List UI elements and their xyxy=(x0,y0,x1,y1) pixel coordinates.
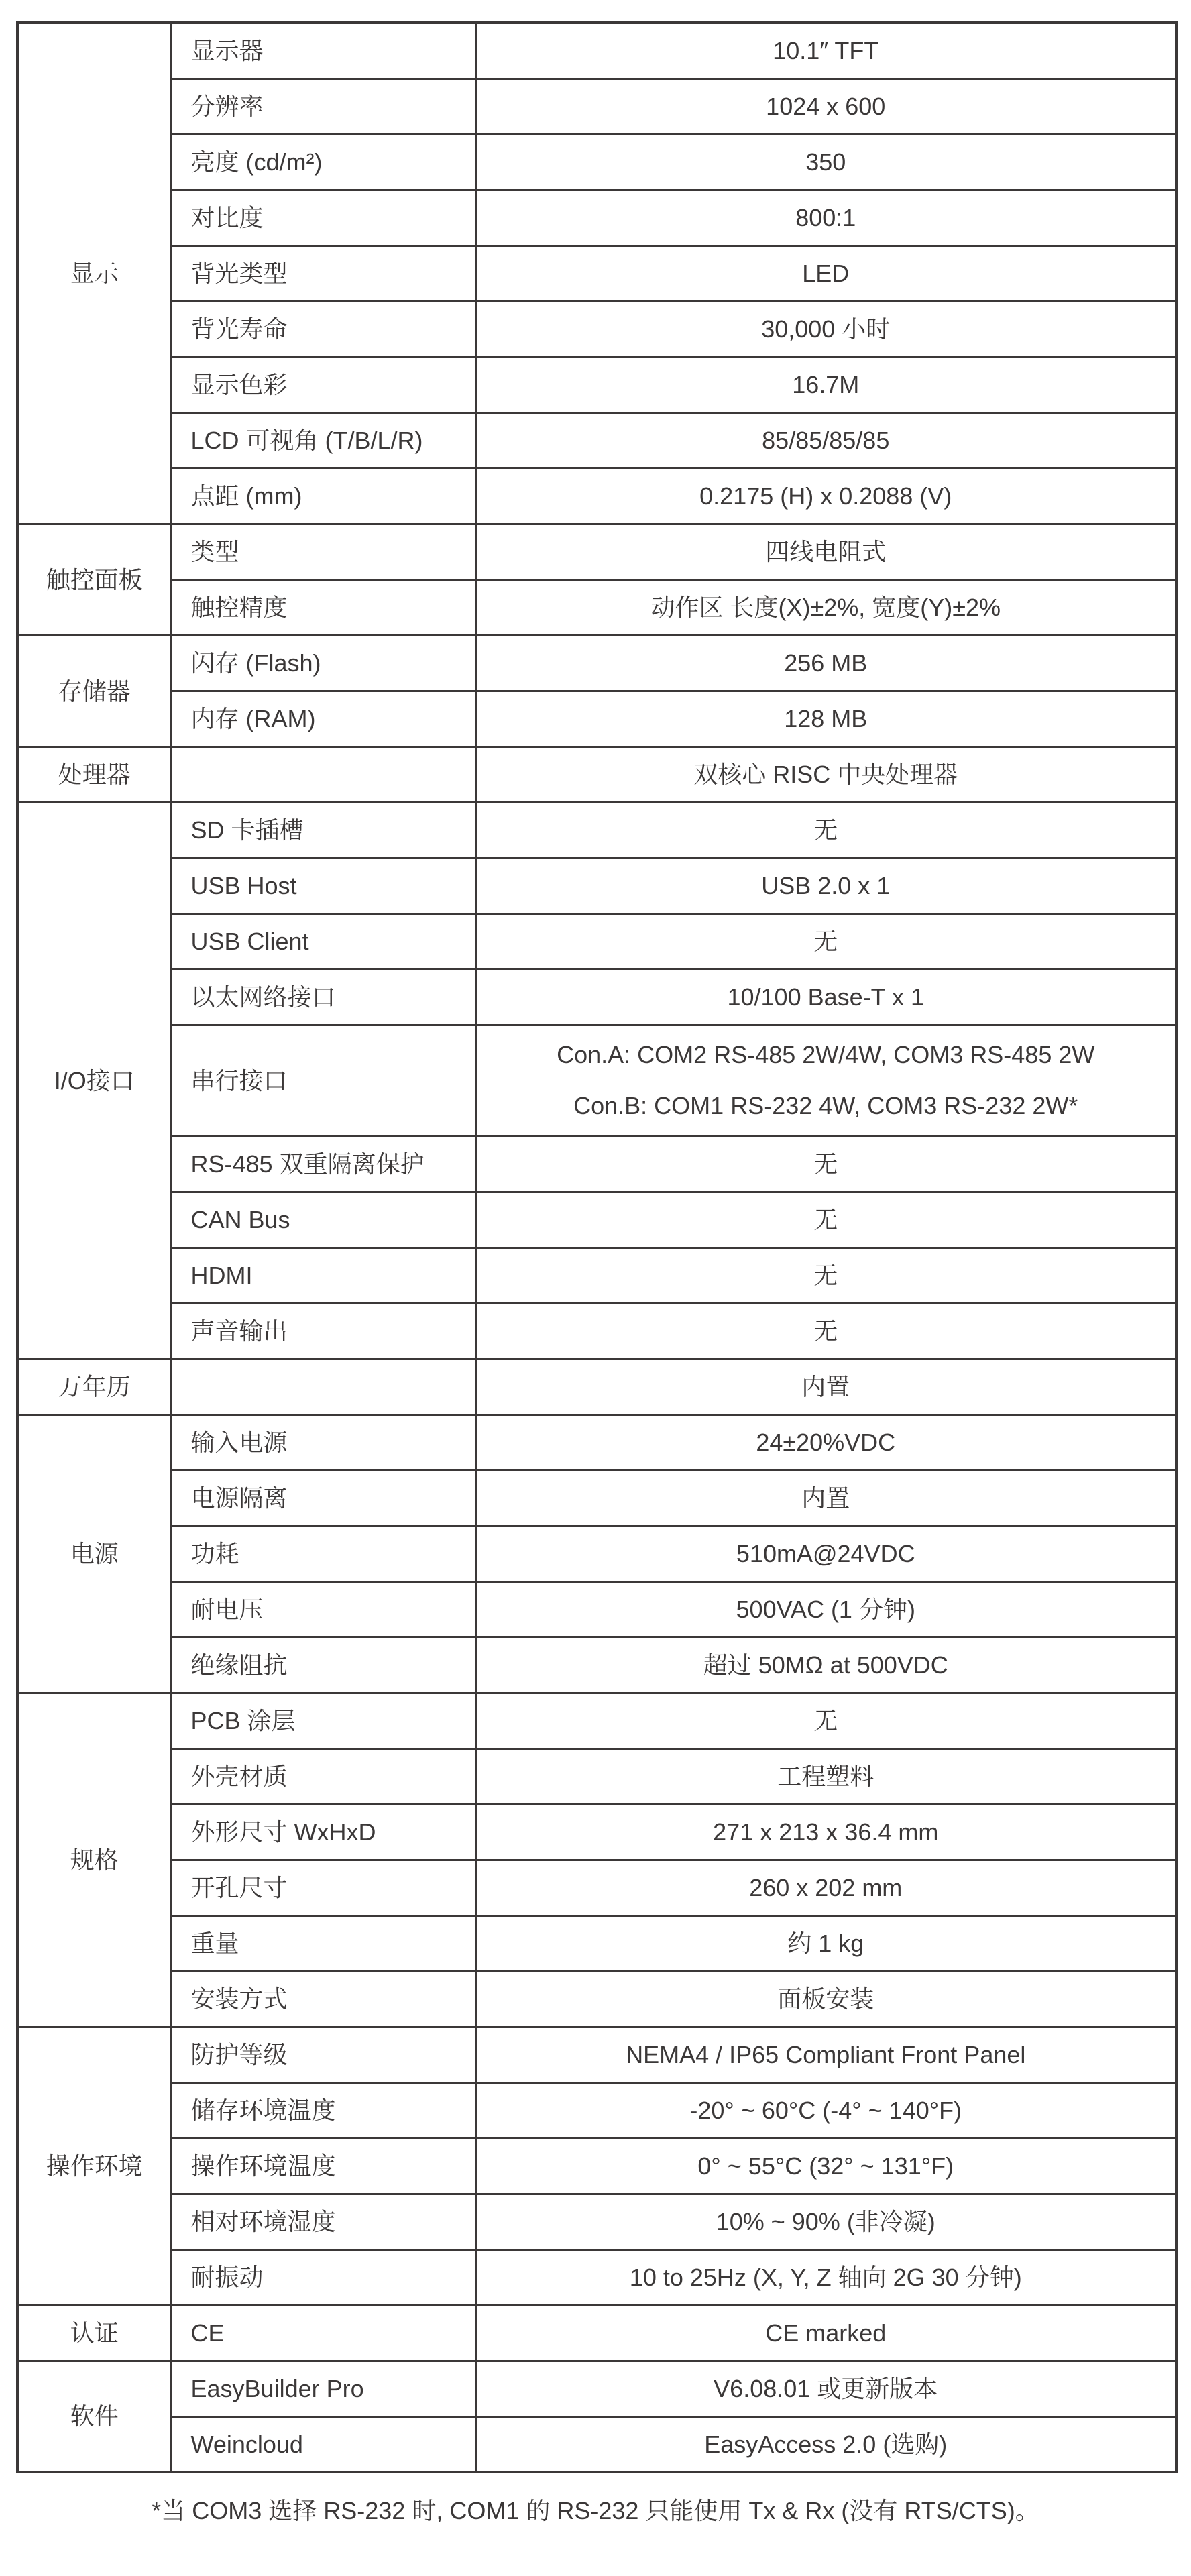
category-cell: 处理器 xyxy=(17,746,171,802)
spec-label-cell: 背光寿命 xyxy=(171,301,475,357)
spec-row xyxy=(17,134,1176,190)
spec-value-cell: 动作区 长度(X)±2%, 宽度(Y)±2% xyxy=(475,579,1176,635)
spec-value-cell: 无 xyxy=(475,1693,1176,1748)
spec-value-cell: 双核心 RISC 中央处理器 xyxy=(475,746,1176,802)
spec-value-cell: EasyAccess 2.0 (选购) xyxy=(475,2416,1176,2472)
spec-label-cell: 声音输出 xyxy=(171,1303,475,1359)
spec-value-cell: 16.7M xyxy=(475,357,1176,412)
spec-row xyxy=(17,190,1176,245)
spec-row xyxy=(17,357,1176,412)
category-cell: 认证 xyxy=(17,2305,171,2361)
spec-label-cell: 相对环境湿度 xyxy=(171,2194,475,2249)
spec-value-cell: 85/85/85/85 xyxy=(475,412,1176,468)
spec-label-cell: 外壳材质 xyxy=(171,1748,475,1804)
spec-label-cell: 耐振动 xyxy=(171,2249,475,2305)
spec-label-cell: Weincloud xyxy=(171,2416,475,2472)
spec-label-cell: USB Host xyxy=(171,858,475,913)
spec-label-cell: USB Client xyxy=(171,913,475,969)
spec-label-cell: CE xyxy=(171,2305,475,2361)
spec-row xyxy=(17,2305,1176,2361)
spec-value-line: Con.A: COM2 RS-485 2W/4W, COM3 RS-485 2W xyxy=(557,1041,1095,1068)
spec-row xyxy=(17,468,1176,524)
spec-table-body xyxy=(17,23,1176,2472)
spec-label-cell: 触控精度 xyxy=(171,579,475,635)
spec-value-cell: 24±20%VDC xyxy=(475,1414,1176,1470)
spec-label-cell: SD 卡插槽 xyxy=(171,802,475,858)
spec-label-cell: PCB 涂层 xyxy=(171,1693,475,1748)
spec-row xyxy=(17,1414,1176,1470)
spec-value-cell: 800:1 xyxy=(475,190,1176,245)
spec-label-cell: LCD 可视角 (T/B/L/R) xyxy=(171,412,475,468)
spec-row xyxy=(17,2416,1176,2472)
spec-value-cell: 0° ~ 55°C (32° ~ 131°F) xyxy=(475,2138,1176,2194)
spec-label-cell: 电源隔离 xyxy=(171,1470,475,1526)
spec-value-cell: USB 2.0 x 1 xyxy=(475,858,1176,913)
spec-row xyxy=(17,1748,1176,1804)
category-cell: 软件 xyxy=(17,2361,171,2472)
spec-row xyxy=(17,1804,1176,1860)
spec-value-cell: NEMA4 / IP65 Compliant Front Panel xyxy=(475,2027,1176,2082)
spec-label-cell: 闪存 (Flash) xyxy=(171,635,475,691)
spec-value-cell: 内置 xyxy=(475,1470,1176,1526)
spec-value-cell: 约 1 kg xyxy=(475,1915,1176,1971)
spec-value-cell: 无 xyxy=(475,1303,1176,1359)
spec-row xyxy=(17,301,1176,357)
spec-row xyxy=(17,1025,1176,1136)
spec-row xyxy=(17,2361,1176,2416)
spec-value-cell: 30,000 小时 xyxy=(475,301,1176,357)
spec-value-cell: 无 xyxy=(475,1136,1176,1192)
spec-label-cell xyxy=(171,1359,475,1414)
spec-row xyxy=(17,1637,1176,1693)
category-cell: 存储器 xyxy=(17,635,171,746)
spec-value-cell: 无 xyxy=(475,1247,1176,1303)
spec-row xyxy=(17,913,1176,969)
spec-row xyxy=(17,1192,1176,1247)
spec-value-cell: 350 xyxy=(475,134,1176,190)
spec-label-cell: 点距 (mm) xyxy=(171,468,475,524)
spec-label-cell: EasyBuilder Pro xyxy=(171,2361,475,2416)
spec-value-cell: 面板安装 xyxy=(475,1971,1176,2027)
spec-label-cell: 分辨率 xyxy=(171,78,475,134)
spec-label-cell: 操作环境温度 xyxy=(171,2138,475,2194)
spec-row xyxy=(17,802,1176,858)
spec-row xyxy=(17,1303,1176,1359)
spec-label-cell: 显示器 xyxy=(171,23,475,78)
spec-row xyxy=(17,1526,1176,1581)
spec-label-cell: 功耗 xyxy=(171,1526,475,1581)
spec-label-cell: RS-485 双重隔离保护 xyxy=(171,1136,475,1192)
spec-label-cell: 外形尺寸 WxHxD xyxy=(171,1804,475,1860)
spec-value-cell: 510mA@24VDC xyxy=(475,1526,1176,1581)
spec-row xyxy=(17,1136,1176,1192)
spec-row xyxy=(17,1693,1176,1748)
spec-value-cell: 无 xyxy=(475,1192,1176,1247)
spec-value-cell: 10.1″ TFT xyxy=(475,23,1176,78)
spec-label-cell: 串行接口 xyxy=(171,1025,475,1136)
spec-row xyxy=(17,2194,1176,2249)
spec-row xyxy=(17,969,1176,1025)
category-cell: 操作环境 xyxy=(17,2027,171,2305)
spec-row xyxy=(17,1359,1176,1414)
spec-row xyxy=(17,635,1176,691)
spec-row xyxy=(17,1581,1176,1637)
spec-value-cell: V6.08.01 或更新版本 xyxy=(475,2361,1176,2416)
spec-value-line: Con.B: COM1 RS-232 4W, COM3 RS-232 2W* xyxy=(573,1092,1078,1119)
spec-label-cell: 显示色彩 xyxy=(171,357,475,412)
spec-row xyxy=(17,2138,1176,2194)
spec-label-cell: HDMI xyxy=(171,1247,475,1303)
category-cell: 万年历 xyxy=(17,1359,171,1414)
spec-label-cell: 开孔尺寸 xyxy=(171,1860,475,1915)
spec-value-cell: 128 MB xyxy=(475,691,1176,746)
spec-value-cell: 无 xyxy=(475,913,1176,969)
spec-row xyxy=(17,579,1176,635)
spec-label-cell: 对比度 xyxy=(171,190,475,245)
category-cell: I/O接口 xyxy=(17,802,171,1359)
spec-label-cell: CAN Bus xyxy=(171,1192,475,1247)
spec-label-cell: 亮度 (cd/m²) xyxy=(171,134,475,190)
spec-value-cell: 工程塑料 xyxy=(475,1748,1176,1804)
spec-value-cell: 0.2175 (H) x 0.2088 (V) xyxy=(475,468,1176,524)
spec-label-cell: 储存环境温度 xyxy=(171,2082,475,2138)
spec-label-cell: 防护等级 xyxy=(171,2027,475,2082)
spec-value-cell: 四线电阻式 xyxy=(475,524,1176,579)
spec-label-cell: 安装方式 xyxy=(171,1971,475,2027)
spec-row xyxy=(17,1971,1176,2027)
spec-value-cell: 10 to 25Hz (X, Y, Z 轴向 2G 30 分钟) xyxy=(475,2249,1176,2305)
spec-label-cell: 背光类型 xyxy=(171,245,475,301)
category-cell: 规格 xyxy=(17,1693,171,2027)
spec-row xyxy=(17,1470,1176,1526)
spec-row xyxy=(17,746,1176,802)
spec-label-cell: 绝缘阻抗 xyxy=(171,1637,475,1693)
spec-table xyxy=(16,21,1178,2473)
spec-value-cell: 内置 xyxy=(475,1359,1176,1414)
category-cell: 电源 xyxy=(17,1414,171,1693)
spec-row xyxy=(17,2027,1176,2082)
category-cell: 触控面板 xyxy=(17,524,171,635)
spec-value-cell: 超过 50MΩ at 500VDC xyxy=(475,1637,1176,1693)
spec-row xyxy=(17,2249,1176,2305)
spec-value-cell: 260 x 202 mm xyxy=(475,1860,1176,1915)
spec-label-cell: 内存 (RAM) xyxy=(171,691,475,746)
spec-row xyxy=(17,1247,1176,1303)
spec-value-cell xyxy=(475,1025,1176,1136)
spec-value-cell: -20° ~ 60°C (-4° ~ 140°F) xyxy=(475,2082,1176,2138)
spec-value-cell: 无 xyxy=(475,802,1176,858)
spec-value-cell: 1024 x 600 xyxy=(475,78,1176,134)
spec-row xyxy=(17,691,1176,746)
spec-value-cell: 256 MB xyxy=(475,635,1176,691)
spec-label-cell: 重量 xyxy=(171,1915,475,1971)
spec-value-cell: CE marked xyxy=(475,2305,1176,2361)
spec-row xyxy=(17,524,1176,579)
spec-value-cell: 10/100 Base-T x 1 xyxy=(475,969,1176,1025)
spec-label-cell xyxy=(171,746,475,802)
spec-value-cell: 271 x 213 x 36.4 mm xyxy=(475,1804,1176,1860)
spec-value-cell: 10% ~ 90% (非冷凝) xyxy=(475,2194,1176,2249)
spec-row xyxy=(17,412,1176,468)
spec-value-cell: LED xyxy=(475,245,1176,301)
footnote: *当 COM3 选择 RS-232 时, COM1 的 RS-232 只能使用 Tx & Rx (没有 RTS/CTS)。 xyxy=(152,2497,1039,2524)
spec-row xyxy=(17,78,1176,134)
spec-label-cell: 类型 xyxy=(171,524,475,579)
category-cell: 显示 xyxy=(17,23,171,524)
spec-value-cell: 500VAC (1 分钟) xyxy=(475,1581,1176,1637)
spec-label-cell: 输入电源 xyxy=(171,1414,475,1470)
spec-row xyxy=(17,858,1176,913)
spec-label-cell: 以太网络接口 xyxy=(171,969,475,1025)
spec-row xyxy=(17,1860,1176,1915)
spec-row xyxy=(17,245,1176,301)
spec-row xyxy=(17,23,1176,78)
spec-row xyxy=(17,2082,1176,2138)
spec-label-cell: 耐电压 xyxy=(171,1581,475,1637)
spec-row xyxy=(17,1915,1176,1971)
